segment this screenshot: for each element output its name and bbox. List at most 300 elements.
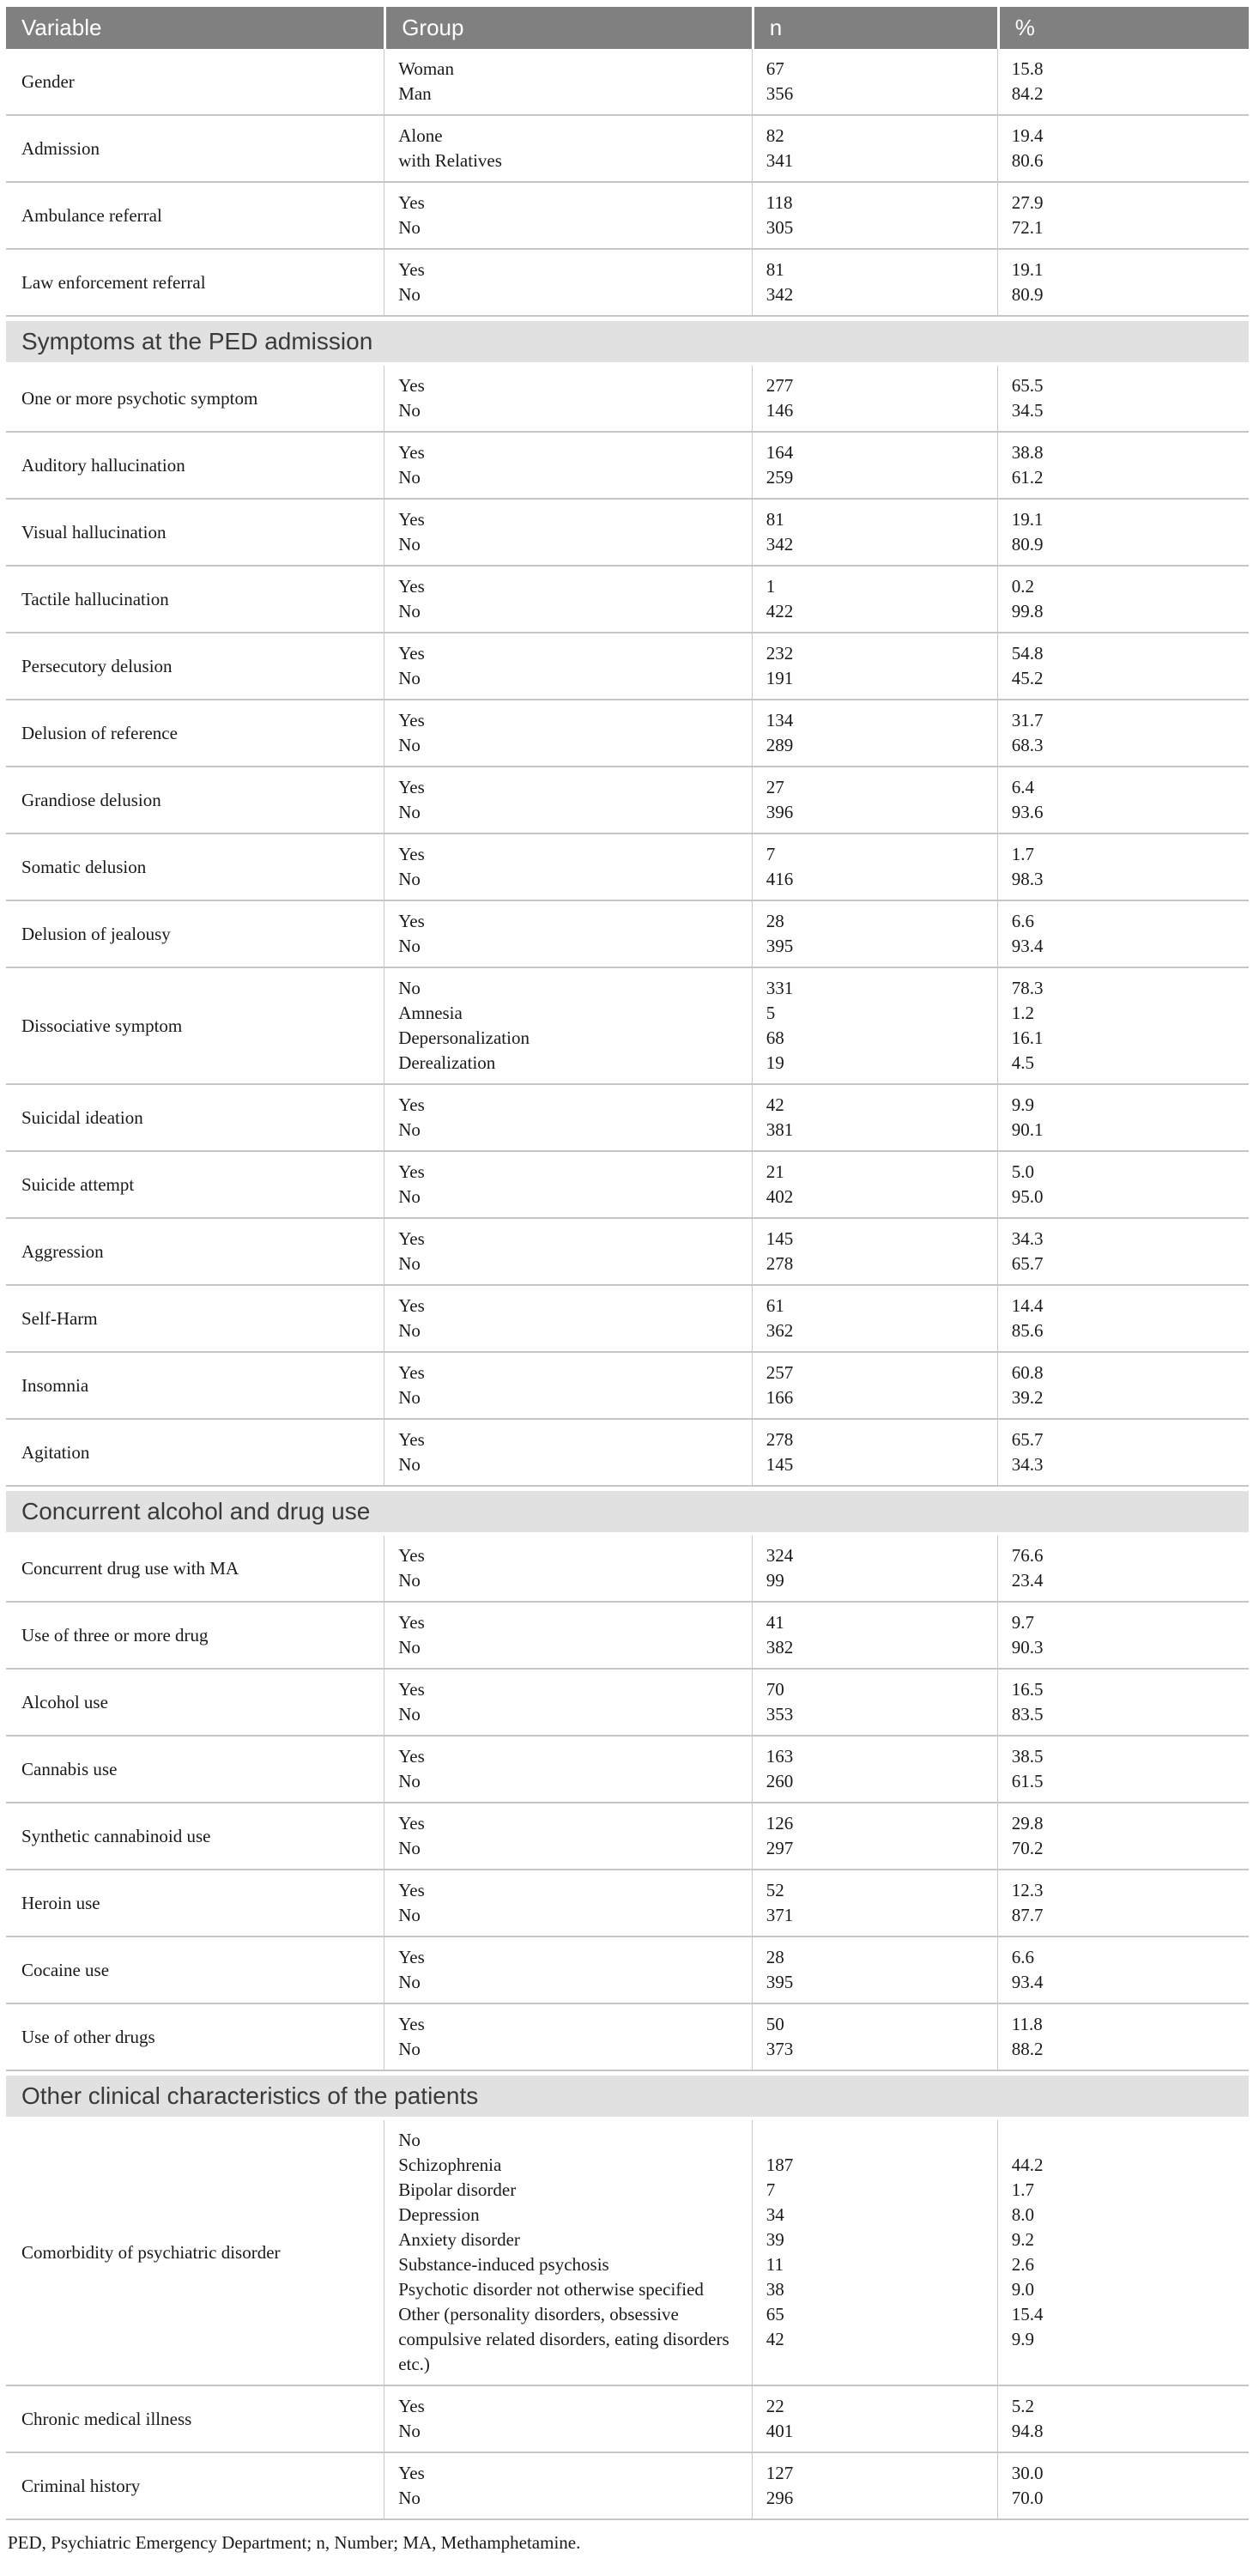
pct-value: 80.9 bbox=[1011, 534, 1044, 555]
n-cell bbox=[752, 2120, 997, 2385]
variable-label: Tactile hallucination bbox=[21, 588, 169, 609]
pct-value: 5.2 bbox=[1011, 2396, 1034, 2416]
group-label: compulsive related disorders, eating disorders bbox=[398, 2329, 729, 2349]
n-value: 7 bbox=[766, 844, 776, 864]
pct-value: 9.2 bbox=[1011, 2229, 1034, 2250]
pct-value: 83.5 bbox=[1011, 1704, 1044, 1724]
table-row bbox=[6, 1870, 1249, 1937]
variable-cell bbox=[6, 1085, 384, 1150]
pct-value: 70.0 bbox=[1011, 2488, 1044, 2508]
group-label: No bbox=[398, 601, 421, 621]
group-label: Yes bbox=[398, 1813, 425, 1834]
variable-label: Aggression bbox=[21, 1240, 104, 1262]
table-row bbox=[6, 1219, 1249, 1286]
column-header-group: Group bbox=[384, 7, 752, 49]
n-cell bbox=[752, 1603, 997, 1668]
pct-cell bbox=[997, 2120, 1249, 2385]
n-cell bbox=[752, 2453, 997, 2518]
pct-value bbox=[1012, 2128, 1249, 2153]
n-value: 127 bbox=[766, 2463, 794, 2483]
pct-value: 39.2 bbox=[1011, 1387, 1044, 1408]
group-cell bbox=[384, 1603, 752, 1668]
group-label: Yes bbox=[398, 2396, 425, 2416]
group-cell bbox=[384, 49, 752, 114]
group-label: Yes bbox=[398, 710, 425, 730]
pct-value: 65.7 bbox=[1011, 1429, 1044, 1450]
pct-value: 19.1 bbox=[1011, 259, 1044, 280]
n-value: 81 bbox=[766, 509, 784, 530]
n-value: 126 bbox=[766, 1813, 794, 1834]
group-cell bbox=[384, 1219, 752, 1284]
variable-cell bbox=[6, 1737, 384, 1802]
pct-cell bbox=[997, 116, 1249, 181]
pct-value: 23.4 bbox=[1011, 1570, 1044, 1591]
group-label: Yes bbox=[398, 2463, 425, 2483]
group-cell bbox=[384, 767, 752, 833]
table-row bbox=[6, 366, 1249, 433]
n-cell bbox=[752, 1536, 997, 1601]
pct-cell bbox=[997, 1870, 1249, 1936]
n-value: 187 bbox=[766, 2155, 794, 2175]
table-row bbox=[6, 1803, 1249, 1870]
variable-cell bbox=[6, 2120, 384, 2385]
group-label: Yes bbox=[398, 1880, 425, 1900]
group-cell bbox=[384, 2004, 752, 2070]
n-cell bbox=[752, 2386, 997, 2452]
pct-cell bbox=[997, 1420, 1249, 1485]
group-label: etc.) bbox=[398, 2354, 430, 2374]
variable-label: Auditory hallucination bbox=[21, 454, 185, 476]
pct-value: 16.5 bbox=[1011, 1679, 1044, 1700]
group-label: No bbox=[398, 802, 421, 822]
group-label: No bbox=[398, 217, 421, 238]
pct-cell bbox=[997, 767, 1249, 833]
n-value: 382 bbox=[766, 1637, 794, 1658]
pct-value: 93.4 bbox=[1011, 936, 1044, 956]
group-cell bbox=[384, 968, 752, 1083]
pct-cell bbox=[997, 49, 1249, 114]
n-cell bbox=[752, 1286, 997, 1351]
n-cell bbox=[752, 49, 997, 114]
pct-value: 93.6 bbox=[1011, 802, 1044, 822]
group-label: Depression bbox=[398, 2204, 480, 2225]
group-label: No bbox=[398, 1186, 421, 1207]
n-value: 395 bbox=[766, 936, 794, 956]
variable-label: Alcohol use bbox=[21, 1691, 108, 1712]
group-label: Yes bbox=[398, 192, 425, 213]
pct-cell bbox=[997, 1152, 1249, 1217]
variable-label: Delusion of reference bbox=[21, 722, 178, 743]
group-label: Bipolar disorder bbox=[398, 2179, 517, 2200]
n-cell bbox=[752, 2004, 997, 2070]
table-row bbox=[6, 700, 1249, 767]
pct-value: 38.8 bbox=[1011, 442, 1044, 463]
pct-value: 1.7 bbox=[1011, 844, 1034, 864]
n-value: 146 bbox=[766, 400, 794, 421]
group-label: Yes bbox=[398, 576, 425, 597]
n-value: 50 bbox=[766, 2014, 784, 2034]
stats-table bbox=[6, 7, 1249, 2520]
pct-value: 1.7 bbox=[1011, 2179, 1034, 2200]
variable-cell bbox=[6, 1420, 384, 1485]
group-cell bbox=[384, 1085, 752, 1150]
n-value: 145 bbox=[766, 1228, 794, 1249]
n-value: 99 bbox=[766, 1570, 784, 1591]
pct-value: 15.8 bbox=[1011, 58, 1044, 79]
n-value: 362 bbox=[766, 1320, 794, 1341]
pct-value: 2.6 bbox=[1011, 2254, 1034, 2275]
n-value: 39 bbox=[766, 2229, 784, 2250]
group-label: Yes bbox=[398, 442, 425, 463]
section-header: Symptoms at the PED admission bbox=[6, 321, 1249, 362]
group-label: No bbox=[398, 1387, 421, 1408]
pct-value: 8.0 bbox=[1011, 2204, 1034, 2225]
group-cell bbox=[384, 700, 752, 766]
group-label: No bbox=[398, 1838, 421, 1858]
pct-value: 94.8 bbox=[1011, 2421, 1044, 2441]
n-value: 353 bbox=[766, 1704, 794, 1724]
n-value: 145 bbox=[766, 1454, 794, 1475]
group-label: Depersonalization bbox=[398, 1027, 530, 1048]
variable-cell bbox=[6, 49, 384, 114]
table-row bbox=[6, 1670, 1249, 1737]
table-row bbox=[6, 49, 1249, 116]
group-label: Yes bbox=[398, 1545, 425, 1566]
variable-cell bbox=[6, 433, 384, 498]
table-row bbox=[6, 1353, 1249, 1420]
group-label: Amnesia bbox=[398, 1003, 463, 1023]
n-value: 163 bbox=[766, 1746, 794, 1767]
group-label: Yes bbox=[398, 777, 425, 797]
pct-cell bbox=[997, 1737, 1249, 1802]
group-cell bbox=[384, 1286, 752, 1351]
n-value: 52 bbox=[766, 1880, 784, 1900]
group-cell bbox=[384, 2120, 752, 2385]
n-value: 402 bbox=[766, 1186, 794, 1207]
pct-value: 12.3 bbox=[1011, 1880, 1044, 1900]
n-cell bbox=[752, 500, 997, 565]
table-row bbox=[6, 1737, 1249, 1803]
pct-cell bbox=[997, 2386, 1249, 2452]
group-label: Psychotic disorder not otherwise specified bbox=[398, 2279, 704, 2300]
pct-value: 34.3 bbox=[1011, 1454, 1044, 1475]
n-cell bbox=[752, 901, 997, 967]
variable-label: Suicide attempt bbox=[21, 1173, 135, 1195]
n-value bbox=[766, 2128, 997, 2153]
table-footnote: PED, Psychiatric Emergency Department; n, Number; MA, Methamphetamine. bbox=[8, 2532, 581, 2553]
n-cell bbox=[752, 116, 997, 181]
table-row bbox=[6, 834, 1249, 901]
pct-cell bbox=[997, 834, 1249, 900]
n-cell bbox=[752, 1737, 997, 1802]
pct-cell bbox=[997, 500, 1249, 565]
pct-cell bbox=[997, 1937, 1249, 2003]
pct-value: 78.3 bbox=[1011, 978, 1044, 998]
pct-value: 9.9 bbox=[1011, 2329, 1034, 2349]
pct-cell bbox=[997, 1603, 1249, 1668]
pct-value: 88.2 bbox=[1011, 2039, 1044, 2059]
variable-label: Criminal history bbox=[21, 2475, 141, 2496]
pct-cell bbox=[997, 366, 1249, 431]
pct-value: 15.4 bbox=[1011, 2304, 1044, 2324]
n-value: 277 bbox=[766, 375, 794, 396]
n-value: 34 bbox=[766, 2204, 784, 2225]
variable-cell bbox=[6, 1152, 384, 1217]
column-header-variable: Variable bbox=[21, 15, 102, 40]
pct-value: 5.0 bbox=[1011, 1161, 1034, 1182]
group-label: No bbox=[398, 467, 421, 488]
n-value: 324 bbox=[766, 1545, 794, 1566]
table-row bbox=[6, 116, 1249, 183]
table-row bbox=[6, 567, 1249, 633]
variable-cell bbox=[6, 968, 384, 1083]
n-value: 259 bbox=[766, 467, 794, 488]
n-value: 278 bbox=[766, 1253, 794, 1274]
n-cell bbox=[752, 366, 997, 431]
pct-value: 98.3 bbox=[1011, 869, 1044, 889]
group-label: Yes bbox=[398, 1295, 425, 1316]
group-cell bbox=[384, 1670, 752, 1735]
variable-label: Comorbidity of psychiatric disorder bbox=[21, 2241, 281, 2263]
group-cell bbox=[384, 633, 752, 699]
n-cell bbox=[752, 1152, 997, 1217]
pct-value bbox=[1012, 2352, 1249, 2377]
pct-value: 85.6 bbox=[1011, 1320, 1044, 1341]
variable-cell bbox=[6, 1219, 384, 1284]
n-value: 22 bbox=[766, 2396, 784, 2416]
group-label: No bbox=[398, 400, 421, 421]
n-value: 356 bbox=[766, 83, 794, 104]
n-value: 27 bbox=[766, 777, 784, 797]
n-value: 342 bbox=[766, 534, 794, 555]
pct-value: 65.5 bbox=[1011, 375, 1044, 396]
pct-value: 38.5 bbox=[1011, 1746, 1044, 1767]
group-cell bbox=[384, 183, 752, 248]
n-value: 416 bbox=[766, 869, 794, 889]
n-cell bbox=[752, 567, 997, 632]
pct-cell bbox=[997, 1085, 1249, 1150]
variable-cell bbox=[6, 1670, 384, 1735]
group-label: Woman bbox=[398, 58, 454, 79]
variable-label: Insomnia bbox=[21, 1374, 89, 1396]
group-label: No bbox=[398, 668, 421, 688]
n-value: 81 bbox=[766, 259, 784, 280]
group-cell bbox=[384, 250, 752, 315]
pct-value: 6.4 bbox=[1011, 777, 1034, 797]
pct-value: 90.1 bbox=[1011, 1119, 1044, 1140]
n-value: 28 bbox=[766, 911, 784, 931]
variable-label: Dissociative symptom bbox=[21, 1015, 183, 1036]
pct-value: 95.0 bbox=[1011, 1186, 1044, 1207]
section-header: Other clinical characteristics of the patients bbox=[6, 2076, 1249, 2117]
n-cell bbox=[752, 1353, 997, 1418]
pct-cell bbox=[997, 1219, 1249, 1284]
n-cell bbox=[752, 433, 997, 498]
group-label: Yes bbox=[398, 1947, 425, 1967]
group-label: No bbox=[398, 978, 421, 998]
group-label: No bbox=[398, 1704, 421, 1724]
group-label: No bbox=[398, 2488, 421, 2508]
variable-cell bbox=[6, 767, 384, 833]
pct-value: 9.7 bbox=[1011, 1612, 1034, 1633]
group-cell bbox=[384, 1420, 752, 1485]
group-label: Yes bbox=[398, 1094, 425, 1115]
group-label: Anxiety disorder bbox=[398, 2229, 520, 2250]
table-row bbox=[6, 2386, 1249, 2453]
n-value: 1 bbox=[766, 576, 776, 597]
n-cell bbox=[752, 633, 997, 699]
group-label: Yes bbox=[398, 1362, 425, 1383]
variable-cell bbox=[6, 183, 384, 248]
n-value: 11 bbox=[766, 2254, 784, 2275]
variable-label: Use of three or more drug bbox=[21, 1624, 209, 1646]
pct-value: 6.6 bbox=[1011, 911, 1034, 931]
pct-cell bbox=[997, 2004, 1249, 2070]
variable-label: Chronic medical illness bbox=[21, 2408, 192, 2429]
pct-cell bbox=[997, 633, 1249, 699]
n-value bbox=[766, 2352, 997, 2377]
variable-cell bbox=[6, 2386, 384, 2452]
pct-value: 54.8 bbox=[1011, 643, 1044, 664]
group-cell bbox=[384, 116, 752, 181]
variable-label: Visual hallucination bbox=[21, 521, 166, 542]
group-label: Yes bbox=[398, 2014, 425, 2034]
group-cell bbox=[384, 500, 752, 565]
group-cell bbox=[384, 834, 752, 900]
pct-value: 80.9 bbox=[1011, 284, 1044, 305]
pct-cell bbox=[997, 433, 1249, 498]
group-cell bbox=[384, 1803, 752, 1869]
variable-cell bbox=[6, 500, 384, 565]
group-label: Yes bbox=[398, 1746, 425, 1767]
group-cell bbox=[384, 366, 752, 431]
n-value: 396 bbox=[766, 802, 794, 822]
n-value: 297 bbox=[766, 1838, 794, 1858]
n-value: 341 bbox=[766, 150, 794, 171]
variable-cell bbox=[6, 901, 384, 967]
group-cell bbox=[384, 1737, 752, 1802]
variable-cell bbox=[6, 1353, 384, 1418]
pct-value: 93.4 bbox=[1011, 1972, 1044, 1992]
pct-value: 1.2 bbox=[1011, 1003, 1034, 1023]
variable-label: Concurrent drug use with MA bbox=[21, 1557, 239, 1579]
table-row bbox=[6, 968, 1249, 1085]
variable-cell bbox=[6, 250, 384, 315]
variable-label: Gender bbox=[21, 70, 75, 92]
group-label: Schizophrenia bbox=[398, 2155, 502, 2175]
table-row bbox=[6, 1420, 1249, 1487]
column-header-: % bbox=[997, 7, 1249, 49]
pct-value: 0.2 bbox=[1011, 576, 1034, 597]
variable-cell bbox=[6, 1603, 384, 1668]
group-label: No bbox=[398, 735, 421, 755]
variable-cell bbox=[6, 366, 384, 431]
table-row bbox=[6, 1085, 1249, 1152]
n-cell bbox=[752, 1670, 997, 1735]
n-value: 134 bbox=[766, 710, 794, 730]
n-value: 118 bbox=[766, 192, 793, 213]
table-row bbox=[6, 767, 1249, 834]
group-label: Other (personality disorders, obsessive bbox=[398, 2304, 679, 2324]
table-row bbox=[6, 1286, 1249, 1353]
n-value: 70 bbox=[766, 1679, 784, 1700]
group-cell bbox=[384, 2386, 752, 2452]
n-value: 7 bbox=[766, 2179, 776, 2200]
pct-value: 87.7 bbox=[1011, 1905, 1044, 1925]
group-label: with Relatives bbox=[398, 150, 502, 171]
group-label: Yes bbox=[398, 259, 425, 280]
table-row bbox=[6, 1937, 1249, 2004]
pct-value: 45.2 bbox=[1011, 668, 1044, 688]
table-row bbox=[6, 1152, 1249, 1219]
group-label: Yes bbox=[398, 1612, 425, 1633]
pct-value: 14.4 bbox=[1011, 1295, 1044, 1316]
variable-label: Cocaine use bbox=[21, 1959, 110, 1980]
group-cell bbox=[384, 1937, 752, 2003]
group-label: Yes bbox=[398, 643, 425, 664]
pct-value: 30.0 bbox=[1011, 2463, 1044, 2483]
table-row bbox=[6, 433, 1249, 500]
pct-value: 9.9 bbox=[1011, 1094, 1034, 1115]
variable-cell bbox=[6, 1536, 384, 1601]
group-label: No bbox=[398, 1253, 421, 1274]
n-cell bbox=[752, 1870, 997, 1936]
pct-value: 4.5 bbox=[1011, 1052, 1034, 1073]
group-label: No bbox=[398, 2130, 421, 2150]
group-label: No bbox=[398, 869, 421, 889]
pct-value: 6.6 bbox=[1011, 1947, 1034, 1967]
pct-cell bbox=[997, 1353, 1249, 1418]
n-cell bbox=[752, 250, 997, 315]
variable-cell bbox=[6, 1286, 384, 1351]
group-label: No bbox=[398, 2039, 421, 2059]
pct-cell bbox=[997, 1670, 1249, 1735]
table-row bbox=[6, 1536, 1249, 1603]
table-row bbox=[6, 2004, 1249, 2071]
n-value: 331 bbox=[766, 978, 794, 998]
pct-value: 72.1 bbox=[1011, 217, 1044, 238]
n-value: 166 bbox=[766, 1387, 794, 1408]
n-value: 296 bbox=[766, 2488, 794, 2508]
n-value: 164 bbox=[766, 442, 794, 463]
group-cell bbox=[384, 901, 752, 967]
n-value: 191 bbox=[766, 668, 794, 688]
table-header-row bbox=[6, 7, 1249, 49]
group-label: Yes bbox=[398, 375, 425, 396]
variable-label: Agitation bbox=[21, 1441, 90, 1463]
group-cell bbox=[384, 1152, 752, 1217]
n-cell bbox=[752, 1219, 997, 1284]
group-label: No bbox=[398, 284, 421, 305]
n-value: 42 bbox=[766, 2329, 784, 2349]
pct-value: 16.1 bbox=[1011, 1027, 1044, 1048]
group-label: No bbox=[398, 2421, 421, 2441]
variable-cell bbox=[6, 700, 384, 766]
pct-value: 31.7 bbox=[1011, 710, 1044, 730]
pct-value: 9.0 bbox=[1011, 2279, 1034, 2300]
n-value: 65 bbox=[766, 2304, 784, 2324]
n-value: 342 bbox=[766, 284, 794, 305]
table-row bbox=[6, 1603, 1249, 1670]
n-value: 19 bbox=[766, 1052, 784, 1073]
n-value: 401 bbox=[766, 2421, 794, 2441]
n-cell bbox=[752, 767, 997, 833]
n-value: 41 bbox=[766, 1612, 784, 1633]
variable-cell bbox=[6, 633, 384, 699]
section-header: Concurrent alcohol and drug use bbox=[6, 1491, 1249, 1532]
pct-cell bbox=[997, 183, 1249, 248]
table-row bbox=[6, 2453, 1249, 2520]
